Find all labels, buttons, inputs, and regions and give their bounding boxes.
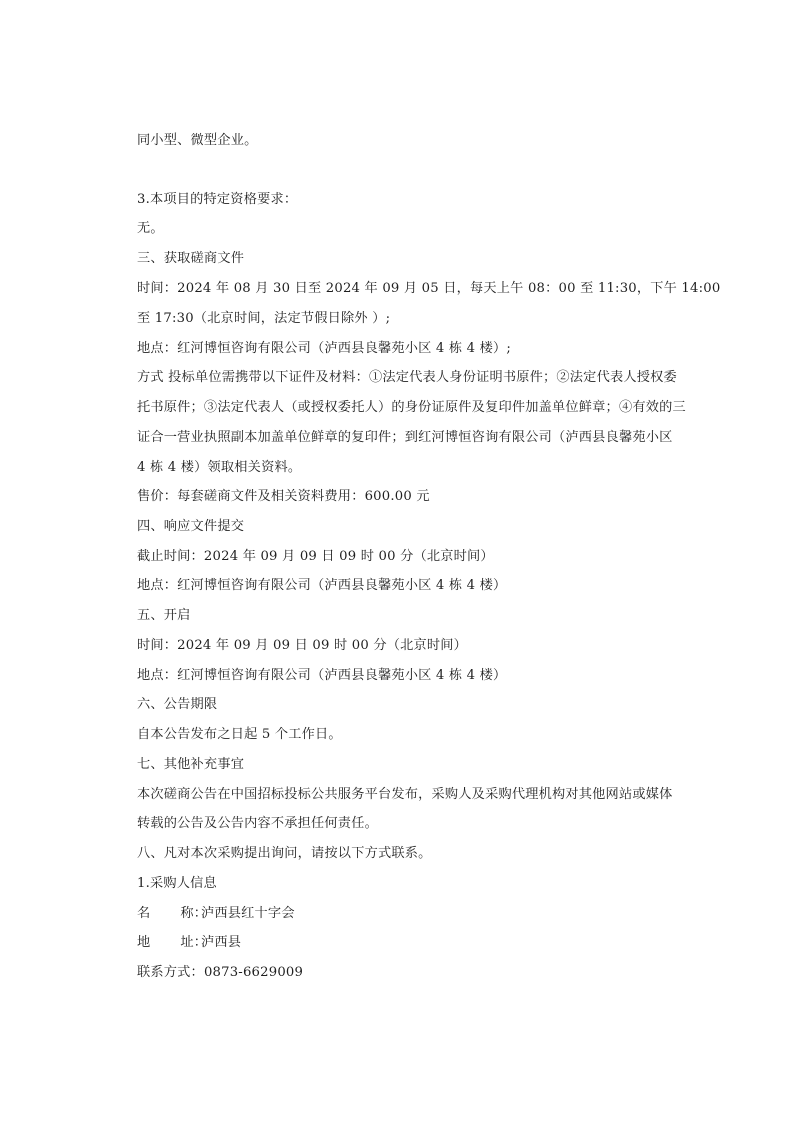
qualification-value: 无。	[137, 221, 164, 236]
obtain-method-line-1: 方式 投标单位需携带以下证件及材料：①法定代表人身份证明书原件；②法定代表人授权委	[137, 370, 677, 385]
section-heading-other-matters: 七、其他补充事宜	[137, 757, 245, 772]
other-matters-line-2: 转载的公告及公告内容不承担任何责任。	[137, 816, 378, 831]
section-heading-obtain-documents: 三、获取磋商文件	[137, 251, 245, 266]
section-heading-submission: 四、响应文件提交	[137, 519, 245, 534]
purchaser-contact-value: 0873-6629009	[203, 965, 304, 980]
obtain-method-line-3: 证合一营业执照副本加盖单位鲜章的复印件；到红河博恒咨询有限公司（泸西县良馨苑小区	[137, 430, 673, 445]
obtain-method-line-4: 4 栋 4 楼）领取相关资料。	[137, 460, 302, 475]
qualification-heading: 3.本项目的特定资格要求：	[137, 192, 298, 207]
section-heading-contact: 八、凡对本次采购提出询问，请按以下方式联系。	[137, 846, 432, 861]
announcement-period-value: 自本公告发布之日起 5 个工作日。	[137, 727, 342, 742]
purchaser-contact-label: 联系方式：	[137, 965, 204, 980]
purchaser-name-row	[137, 905, 295, 923]
opening-time: 时间：2024 年 09 月 09 日 09 时 00 分（北京时间）	[137, 638, 468, 653]
purchaser-address-label: 地 址：	[137, 935, 208, 950]
opening-location: 地点：红河博恒咨询有限公司（泸西县良馨苑小区 4 栋 4 楼）	[137, 668, 507, 683]
obtain-price: 售价：每套磋商文件及相关资料费用：600.00 元	[137, 489, 430, 504]
obtain-method-line-2: 托书原件；③法定代表人（或授权委托人）的身份证原件及复印件加盖单位鲜章；④有效的三	[137, 400, 686, 415]
purchaser-name-label: 名 称：	[137, 906, 208, 921]
submission-deadline: 截止时间：2024 年 09 月 09 日 09 时 00 分（北京时间）	[137, 549, 494, 564]
obtain-time-line-2: 至 17:30（北京时间，法定节假日除外 ）;	[137, 311, 391, 326]
text-line-continuation: 同小型、微型企业。	[137, 133, 258, 148]
other-matters-line-1: 本次磋商公告在中国招标投标公共服务平台发布，采购人及采购代理机构对其他网站或媒体	[137, 787, 673, 802]
section-heading-announcement-period: 六、公告期限	[137, 697, 218, 712]
obtain-time-line-1: 时间：2024 年 08 月 30 日至 2024 年 09 月 05 日，每天上午 08：00 至 11:30，下午 14:00	[137, 281, 721, 296]
purchaser-address-value: 泸西县	[201, 935, 242, 950]
purchaser-info-heading: 1.采购人信息	[137, 876, 217, 891]
purchaser-contact-row	[137, 964, 303, 982]
section-heading-opening: 五、开启	[137, 608, 191, 623]
purchaser-name-value: 泸西县红十字会	[201, 906, 295, 921]
obtain-location: 地点：红河博恒咨询有限公司（泸西县良馨苑小区 4 栋 4 楼）;	[137, 341, 512, 356]
submission-location: 地点：红河博恒咨询有限公司（泸西县良馨苑小区 4 栋 4 楼）	[137, 578, 507, 593]
purchaser-address-row	[137, 934, 241, 952]
